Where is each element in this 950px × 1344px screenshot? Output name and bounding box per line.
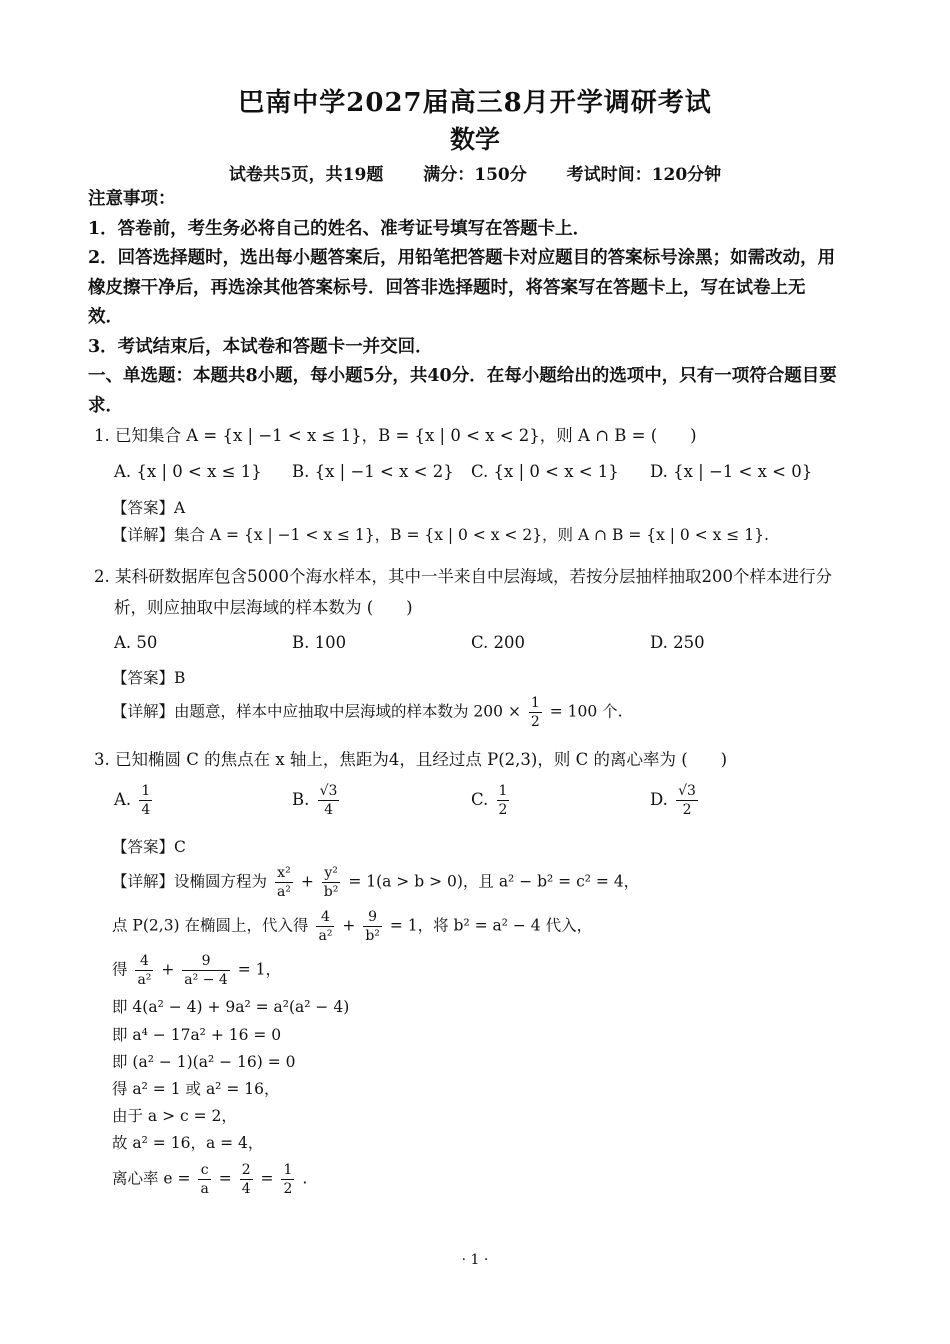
solution-fraction bbox=[316, 908, 334, 945]
fraction-numerator: 4 bbox=[135, 952, 153, 971]
fraction-numerator: 9 bbox=[182, 952, 230, 971]
equals-sign: = bbox=[260, 1169, 274, 1188]
notice-item-3: 3．考试结束后，本试卷和答题卡一并交回． bbox=[88, 337, 433, 357]
notice-item-2c: 效． bbox=[88, 307, 123, 327]
question-1-stem: 1. 已知集合 A = {x | −1 < x ≤ 1}，B = {x | 0 < x < 2}，则 A ∩ B = ( ) bbox=[94, 426, 697, 445]
q1-solution: 【详解】集合 A = {x | −1 < x ≤ 1}，B = {x | 0 < x < 2}，则 A ∩ B = {x | 0 < x ≤ 1}. bbox=[112, 526, 769, 544]
notice-item-2a: 2．回答选择题时，选出每小题答案后，用铅笔把答题卡对应题目的答案标号涂黑；如需改动，用 bbox=[88, 248, 836, 268]
solution-fraction bbox=[363, 908, 382, 945]
q1-option-b: B. {x | −1 < x < 2} bbox=[292, 462, 454, 481]
fraction-numerator: y² bbox=[322, 864, 341, 883]
fraction-numerator: c bbox=[198, 1161, 210, 1180]
q2-solution-text: 【详解】由题意，样本中应抽取中层海域的样本数为 200 × bbox=[112, 702, 521, 721]
full-score: 满分：150分 bbox=[423, 165, 527, 185]
subject-title: 数学 bbox=[449, 125, 500, 154]
solution-fraction bbox=[281, 1161, 294, 1198]
solution-fraction bbox=[182, 952, 230, 989]
q3-option-a bbox=[114, 782, 155, 819]
notice-item-2b: 橡皮擦干净后，再选涂其他答案标号．回答非选择题时，将答案写在答题卡上，写在试卷上无 bbox=[88, 278, 806, 298]
option-label: C. bbox=[471, 790, 489, 809]
q3-option-d bbox=[650, 782, 701, 819]
question-2-stem-2: 析，则应抽取中层海域的样本数为 ( ) bbox=[114, 598, 413, 617]
plus-sign: + bbox=[342, 916, 356, 935]
plus-sign: + bbox=[300, 872, 314, 891]
fraction-denominator: 4 bbox=[324, 802, 333, 818]
q3-option-c bbox=[471, 782, 512, 819]
equals-sign: = bbox=[218, 1169, 232, 1188]
page-count: 试卷共5页，共19题 bbox=[228, 165, 384, 185]
question-1-options bbox=[114, 462, 834, 502]
fraction-numerator: √3 bbox=[319, 783, 338, 799]
fraction-denominator: a² bbox=[276, 884, 291, 900]
fraction-numerator: 4 bbox=[316, 908, 334, 927]
q3-solution-line-6: 即 (a² − 1)(a² − 16) = 0 bbox=[112, 1053, 296, 1071]
fraction-denominator: 2 bbox=[283, 1181, 293, 1197]
fraction-denominator: b² bbox=[365, 928, 380, 944]
fraction-denominator: a² bbox=[318, 928, 333, 944]
solution-text: = 1(a > b > 0)，且 a² − b² = c² = 4， bbox=[348, 872, 640, 891]
plus-sign: + bbox=[161, 960, 175, 979]
q2-option-c: C. 200 bbox=[471, 633, 526, 652]
fraction-numerator: 1 bbox=[530, 695, 540, 711]
solution-text: 点 P(2,3) 在椭圆上，代入得 bbox=[112, 916, 309, 935]
q2-solution-result: = 100 个. bbox=[549, 702, 623, 721]
solution-text: 得 bbox=[112, 960, 128, 979]
q3-option-b bbox=[292, 782, 342, 819]
fraction-denominator: a bbox=[200, 1181, 209, 1197]
q3-solution-line-2 bbox=[112, 908, 592, 945]
q3-solution-line-8: 由于 a > c = 2， bbox=[112, 1107, 237, 1125]
page-number: · 1 · bbox=[461, 1252, 489, 1268]
q3-solution-line-1 bbox=[112, 864, 639, 901]
q3-solution-line-3 bbox=[112, 952, 281, 989]
option-label: B. bbox=[292, 790, 310, 809]
fraction-numerator: 1 bbox=[141, 783, 151, 799]
q3-solution-line-10 bbox=[112, 1161, 307, 1198]
fraction-numerator: 9 bbox=[363, 908, 382, 927]
q1-answer: 【答案】A bbox=[112, 499, 186, 517]
q2-solution bbox=[112, 694, 623, 731]
fraction-numerator: √3 bbox=[678, 783, 696, 799]
q3-solution-line-5: 即 a⁴ − 17a² + 16 = 0 bbox=[112, 1026, 282, 1044]
q1-option-a: A. {x | 0 < x ≤ 1} bbox=[114, 462, 262, 481]
fraction-numerator: 2 bbox=[241, 1162, 251, 1178]
q1-option-c: C. {x | 0 < x < 1} bbox=[471, 462, 619, 481]
option-fraction bbox=[497, 782, 510, 819]
option-label: A. bbox=[114, 790, 132, 809]
fraction-denominator: a² bbox=[137, 972, 152, 988]
solution-fraction bbox=[240, 1161, 253, 1198]
fraction-denominator: 4 bbox=[141, 802, 151, 818]
notice-item-1: 1．答卷前，考生务必将自己的姓名、准考证号填写在答题卡上． bbox=[88, 219, 591, 239]
section-heading-cont: 求． bbox=[88, 396, 123, 416]
notice-heading: 注意事项： bbox=[88, 189, 176, 209]
question-3-options bbox=[114, 782, 834, 828]
q2-fraction bbox=[529, 694, 542, 731]
q3-solution-line-4: 即 4(a² − 4) + 9a² = a²(a² − 4) bbox=[112, 998, 350, 1016]
q2-option-a: A. 50 bbox=[114, 633, 158, 652]
fraction-denominator: 2 bbox=[530, 714, 540, 730]
exam-info bbox=[0, 160, 950, 185]
solution-text: = 1， bbox=[237, 960, 282, 979]
option-fraction bbox=[139, 782, 152, 819]
q2-option-b: B. 100 bbox=[292, 633, 347, 652]
solution-text: = 1，将 b² = a² − 4 代入， bbox=[389, 916, 593, 935]
solution-text: 【详解】设椭圆方程为 bbox=[112, 872, 268, 891]
fraction-numerator: 1 bbox=[283, 1162, 293, 1178]
fraction-denominator: 4 bbox=[241, 1181, 251, 1197]
question-2-stem-1: 2. 某科研数据库包含5000个海水样本，其中一半来自中层海域，若按分层抽样抽取200个样本进行分 bbox=[94, 567, 832, 586]
solution-fraction bbox=[275, 864, 293, 901]
fraction-denominator: a² − 4 bbox=[184, 972, 228, 988]
option-fraction bbox=[676, 782, 698, 819]
q2-option-d: D. 250 bbox=[650, 633, 705, 652]
exam-title: 巴南中学2027届高三8月开学调研考试 bbox=[238, 88, 712, 118]
q3-answer: 【答案】C bbox=[112, 838, 186, 856]
q2-answer: 【答案】B bbox=[112, 669, 186, 687]
solution-fraction bbox=[135, 952, 153, 989]
solution-text: 离心率 e = bbox=[112, 1169, 191, 1188]
q3-solution-line-9: 故 a² = 16，a = 4， bbox=[112, 1134, 264, 1152]
section-heading: 一、单选题：本题共8小题，每小题5分，共40分．在每小题给出的选项中，只有一项符合题目要 bbox=[88, 366, 837, 386]
solution-fraction bbox=[198, 1161, 210, 1198]
option-label: D. bbox=[650, 790, 668, 809]
fraction-denominator: 2 bbox=[682, 802, 692, 818]
fraction-numerator: 1 bbox=[498, 783, 508, 799]
exam-time: 考试时间：120分钟 bbox=[566, 165, 722, 185]
solution-fraction bbox=[322, 864, 341, 901]
solution-text: . bbox=[302, 1169, 308, 1188]
fraction-denominator: b² bbox=[323, 884, 339, 900]
question-3-stem: 3. 已知椭圆 C 的焦点在 x 轴上，焦距为4，且经过点 P(2,3)，则 C 的离心率为 ( ) bbox=[94, 750, 728, 769]
fraction-denominator: 2 bbox=[498, 802, 508, 818]
question-2-options bbox=[114, 633, 834, 673]
option-fraction bbox=[318, 782, 340, 819]
q3-solution-line-7: 得 a² = 1 或 a² = 16， bbox=[112, 1080, 280, 1098]
fraction-numerator: x² bbox=[275, 864, 293, 883]
q1-option-d: D. {x | −1 < x < 0} bbox=[650, 462, 813, 481]
